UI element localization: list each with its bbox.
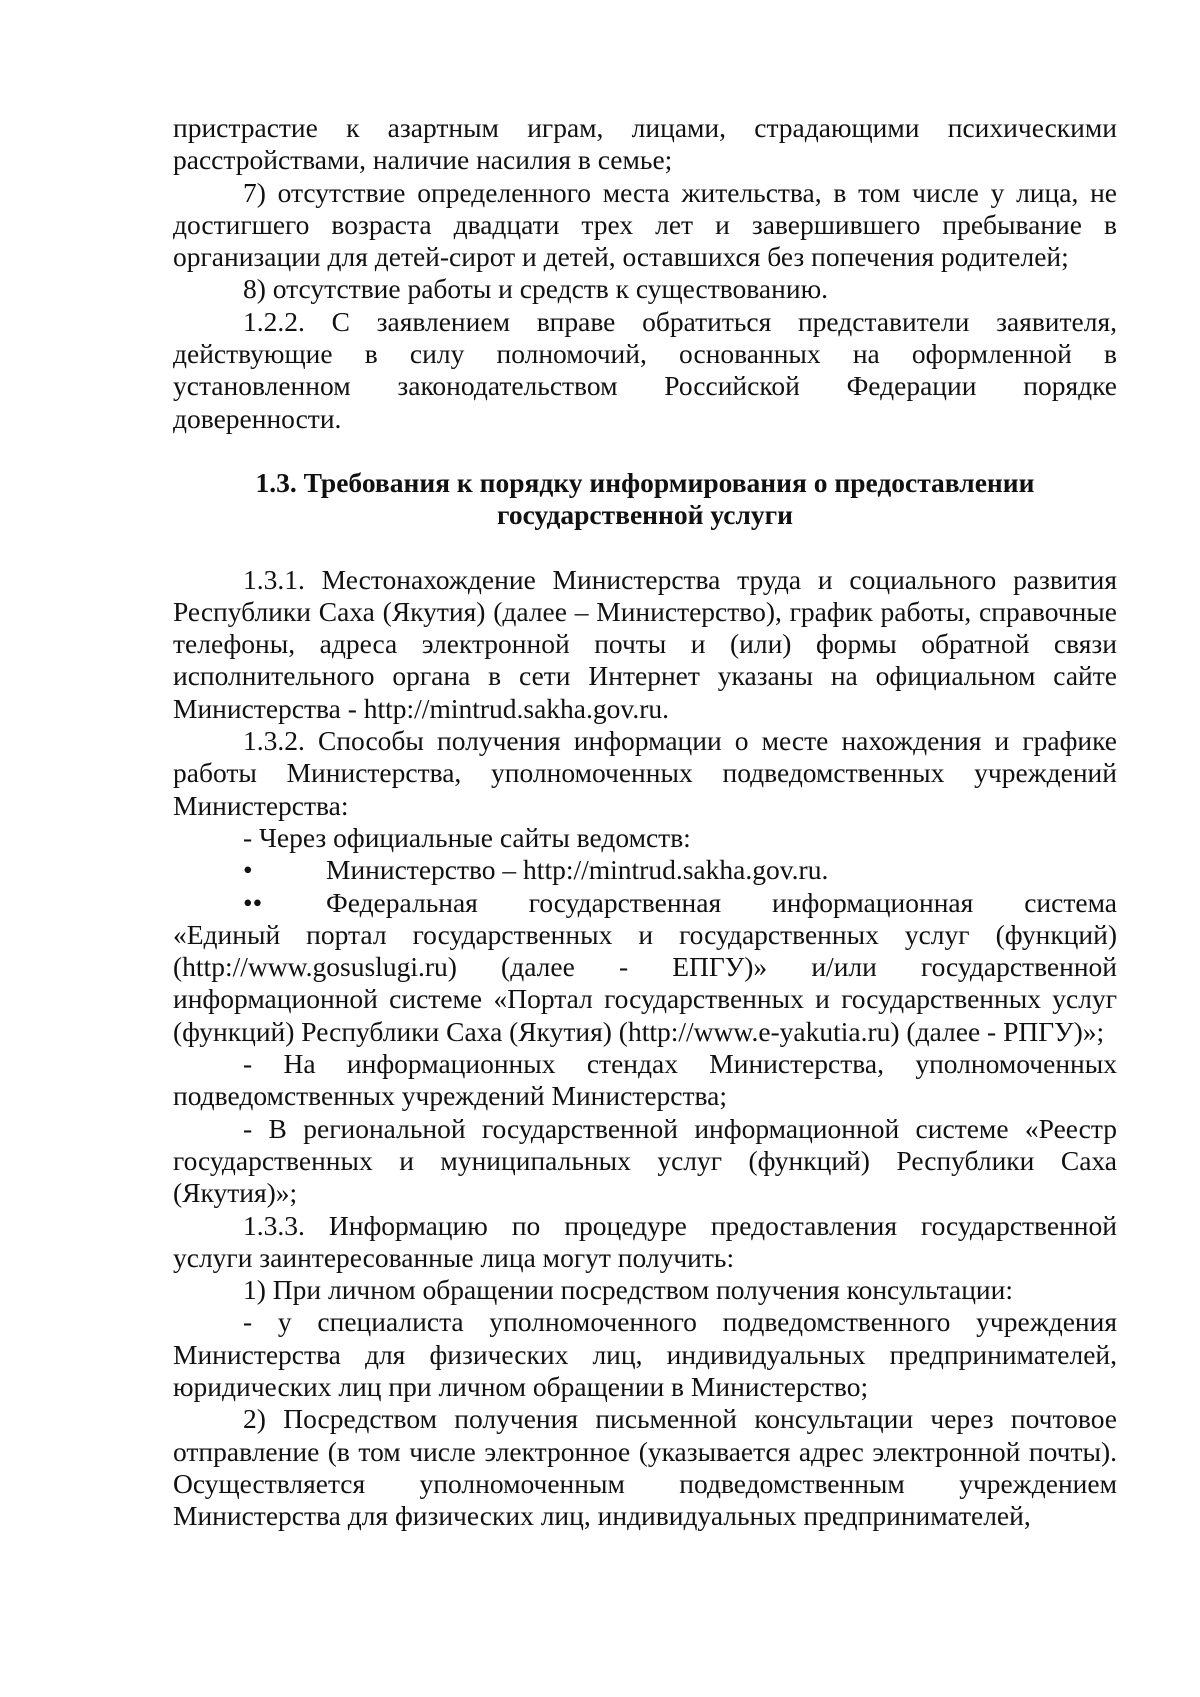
paragraph-official-sites: - Через официальные сайты ведомств: [243, 821, 691, 853]
bullet-text-first-line: Федеральная государственная информационная система [326, 886, 1117, 918]
bullet-mark: • [243, 854, 253, 886]
paragraph-1-3-2: 1.3.2. Способы получения информации о месте нахождения и графике работы Министерства, уполномоченных подведомственных учреждений Министерства: [173, 725, 1117, 821]
document-page [173, 112, 1117, 1532]
paragraph-registry: - В региональной государственной информационной системе «Реестр государственных и муниципальных услуг (функций) Республики Саха (Якутия)»; [173, 1112, 1117, 1209]
paragraph-list-item-1: 1) При личном обращении посредством получения консультации: [243, 1274, 1013, 1306]
paragraph-1-3-3: 1.3.3. Информацию по процедуре предоставления государственной услуги заинтересованные лица могут получить: [173, 1209, 1117, 1273]
paragraph-list-item-2: 2) Посредством получения письменной консультации через почтовое отправление (в том числе электронное (указывается адрес электронной почты). Осуществляется уполномоченным подведомственным учреждением Министерства для физических лиц, индивидуальных предпринимателей, [173, 1403, 1117, 1532]
bullet-federal-system [173, 887, 1117, 1048]
bullet-text: Министерство – http://mintrud.sakha.gov.ru. [326, 854, 829, 886]
paragraph-continuation: пристрастие к азартным играм, лицами, страдающими психическими расстройствами, наличие насилия в семье; [173, 112, 1117, 176]
paragraph-specialist: - у специалиста уполномоченного подведомственного учреждения Министерства для физических лиц, индивидуальных предпринимателей, юридических лиц при личном обращении в Министерство; [173, 1306, 1117, 1402]
paragraph-info-stands: - На информационных стендах Министерства, уполномоченных подведомственных учреждений Министерства; [173, 1048, 1117, 1112]
paragraph-item-8: 8) отсутствие работы и средств к существованию. [243, 273, 828, 305]
bullet-mark: •• [243, 886, 263, 918]
bullet-ministry [173, 854, 1117, 886]
paragraph-1-2-2: 1.2.2. С заявлением вправе обратиться представители заявителя, действующие в силу полномочий, основанных на оформленной в установленном законодательством Российской Федерации порядке доверенности. [173, 305, 1117, 434]
paragraph-item-7: 7) отсутствие определенного места жительства, в том числе у лица, не достигшего возраста двадцати трех лет и завершившего пребывание в организации для детей-сирот и детей, оставшихся без попечения родителей; [173, 176, 1117, 273]
paragraph-1-3-1: 1.3.1. Местонахождение Министерства труда и социального развития Республики Саха (Якутия) (далее – Министерство), график работы, справочные телефоны, адреса электронной почты и (или) формы обратной связи исполнительного органа в сети Интернет указаны на официальном сайте Министерства - http://mintrud.sakha.gov.ru. [173, 563, 1117, 724]
section-heading-1-3: 1.3. Требования к порядку информирования о предоставлении государственной услуги [255, 466, 1035, 531]
bullet-text-continuation: «Единый портал государственных и государственных услуг (функций) (http://www.gosuslugi.ru) (далее - ЕПГУ)» и/или государственной информационной системе «Портал государственных и государственных услуг (функций) Республики Саха (Якутия) (http://www.e-yakutia.ru) (далее - РПГУ)»; [173, 918, 1117, 1047]
